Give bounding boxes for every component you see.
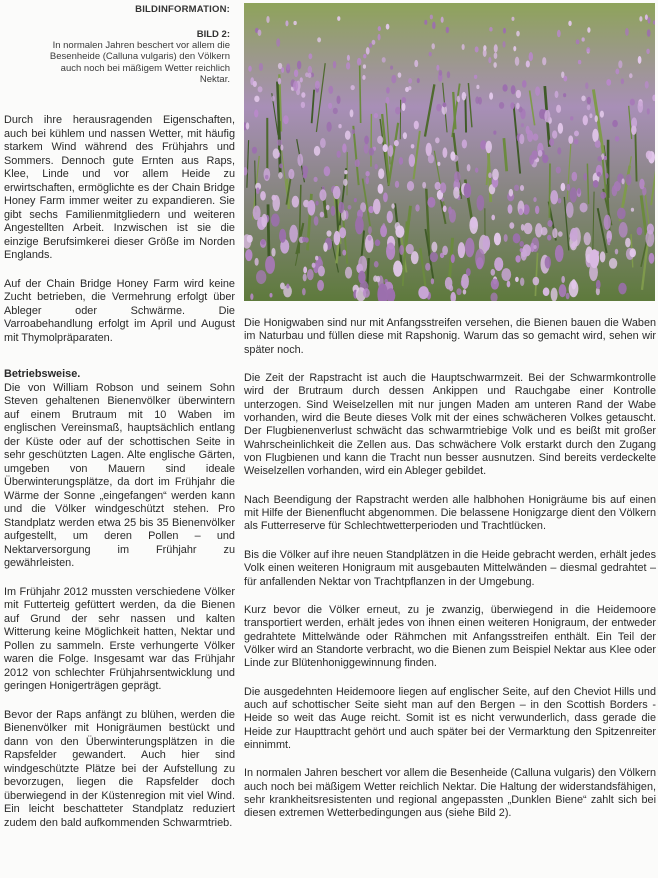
paragraph: Im Frühjahr 2012 mussten verschiedene Völker mit Futterteig gefüttert werden, da die Bienen auf Grund der sehr nassen und kalten Witterung keine Möglichkeit hatten, Nektar und Pollen zu sammeln. Erste verhungerte Völker waren die Folge. Insgesamt war das Frühjahr 2012 von schlechter Frühjahrsentwicklung und geringen Honigerträgen geprägt. (4, 585, 235, 692)
paragraph: Kurz bevor die Völker erneut, zu je zwanzig, überwiegend in die Heidemoore transportiert werden, erhält jedes von ihnen einen weiteren Honigraum, der entweder gedrahtete Mittelwände oder Rähmchen mit Anfangsstreifen enthält. Ein Teil der Völker wird an Standorte verbracht, wo die Bienen zum Beispiel Nektar aus Klee oder Linde zur Blütenhoniggewinnung finden. (244, 603, 656, 670)
section-heading: Betriebsweise. (4, 368, 81, 380)
heather-photo-image (244, 3, 655, 301)
paragraph: In normalen Jahren beschert vor allem die Besenheide (Calluna vulgaris) den Völkern auch noch bei mäßigem Wetter reichlich Nektar. Die Haltung der widerstandsfähigen, sehr krankheitsresistenten und regional angepassten „Dunklen Biene“ zahlt sich bei diesen extremen Wetterbedingungen aus (siehe Bild 2). (244, 767, 656, 820)
paragraph: Die ausgedehnten Heidemoore liegen auf englischer Seite, auf den Cheviot Hills und auch auf schottischer Seite sieht man auf den Bergen – in den Scottish Borders - Heide so weit das Auge reicht. Somit ist es nicht verwunderlich, dass gerade die Heide zur Haupttracht gehört und auch später bei der Vermarktung den Spitzenreiter einnimmt. (244, 685, 656, 751)
paragraph: Die Honigwaben sind nur mit Anfangsstreifen versehen, die Bienen bauen die Waben im Naturbau und füllen diese mit Rapshonig. Warum das so gemacht wird, sehen wir später noch. (244, 317, 656, 356)
paragraph: Bis die Völker auf ihre neuen Standplätzen in die Heide gebracht werden, erhält jedes Volk einen weiteren Honigraum mit ausgebauten Mittelwänden – diesmal gedrahtet – für anfallenden Nektar von Trachtpflanzen in der Umgebung. (244, 548, 656, 588)
left-text-column (4, 114, 235, 845)
paragraph: Die Zeit der Rapstracht ist auch die Hauptschwarmzeit. Bei der Schwarmkontrolle wird der Brutraum durch dessen Ankippen und Rauchgabe einer Kontrolle unterzogen. Sind Weiselzellen mit nur jungen Maden am unteren Rand der Wabe vorhanden, wird die Beute dieses Volk mit der eines schwächeren Volkes getauscht. Der Flugbienenverlust schwächt das schwarmtriebige Volk und es beißt mit großer Wahrscheinlichkeit die Zellen aus. Das schwächere Volk erstarkt durch den Zugang von Flugbienen und kann die Tracht nun besser ausnutzen. Sind bereits verdeckelte Weiselzellen vorhanden, wird ein Ableger gebildet. (244, 372, 656, 478)
figure-label: BILD 2: (196, 29, 230, 40)
paragraph: Durch ihre herausragenden Eigenschaften, auch bei kühlem und nassen Wetter, mit häufig starkem Wind während des Frühjahrs und Sommers. Dennoch gute Ernten aus Raps, Klee, Linde und vor allem Heide zu erwirtschaften, ermöglichte es der Chain Bridge Honey Farm immer weiter zu expandieren. Sie gibt sechs Familienmitgliedern und weiteren Angestellten Arbeit. Inzwischen ist sie die einzige Berufsimkerei dieser Größe im Norden Englands. (4, 114, 235, 261)
right-text-column (244, 317, 656, 836)
image-info-box (6, 4, 230, 86)
paragraph: Die von William Robson und seinem Sohn Steven gehaltenen Bienenvölker überwintern auf einem Brutraum mit 10 Waben im englischen Vereinsmaß, hauptsächlich entlang der Küste oder auf der schottischen Seite in sehr geschützten Lagen. Alte englische Gärten, umgeben von Mauern sind ideale Überwinterungsplätze, da dort im Frühjahr die Wärme der Sonne „eingefangen“ werden kann und die Völker windgeschützt stehen. Pro Standplatz werden etwa 25 bis 35 Bienenvölker aufgestellt, um deren Pollen – und Nektarversorgung im Frühjahr zu gewährleisten. (4, 381, 235, 569)
heather-photo (244, 3, 655, 301)
paragraph: Nach Beendigung der Rapstracht werden alle halbhohen Honigräume bis auf einen mit Hilfe der Bienenflucht abgenommen. Die belassene Honigzarge dient den Völkern als Futterreserve für Schlechtwetterperioden und Trachtlücken. (244, 493, 656, 533)
paragraph: Auf der Chain Bridge Honey Farm wird keine Zucht betrieben, die Vermehrung erfolgt über Ableger oder Schwärme. Die Varroabehandlung erfolgt im April und August mit Thymolpräparaten. (4, 277, 235, 344)
paragraph: Bevor der Raps anfängt zu blühen, werden die Bienenvölker mit Honigräumen bestückt und dann von den Überwinterungsplätzen in die Rapsfelder gewandert. Auch hier sind windgeschützte Plätze bei der Aufstellung zu bevorzugen, liegen die Rapsfelder doch überwiegend in der Küstenregion mit viel Wind. Ein leicht beschatteter Standplatz reduziert zudem den bald aufkommenden Schwarmtrieb. (4, 708, 235, 829)
info-box-title: BILDINFORMATION: (135, 4, 230, 15)
figure-caption: In normalen Jahren beschert vor allem die Besenheide (Calluna vulgaris) den Völkern auch noch bei mäßigem Wetter reichlich Nektar. (49, 40, 230, 86)
